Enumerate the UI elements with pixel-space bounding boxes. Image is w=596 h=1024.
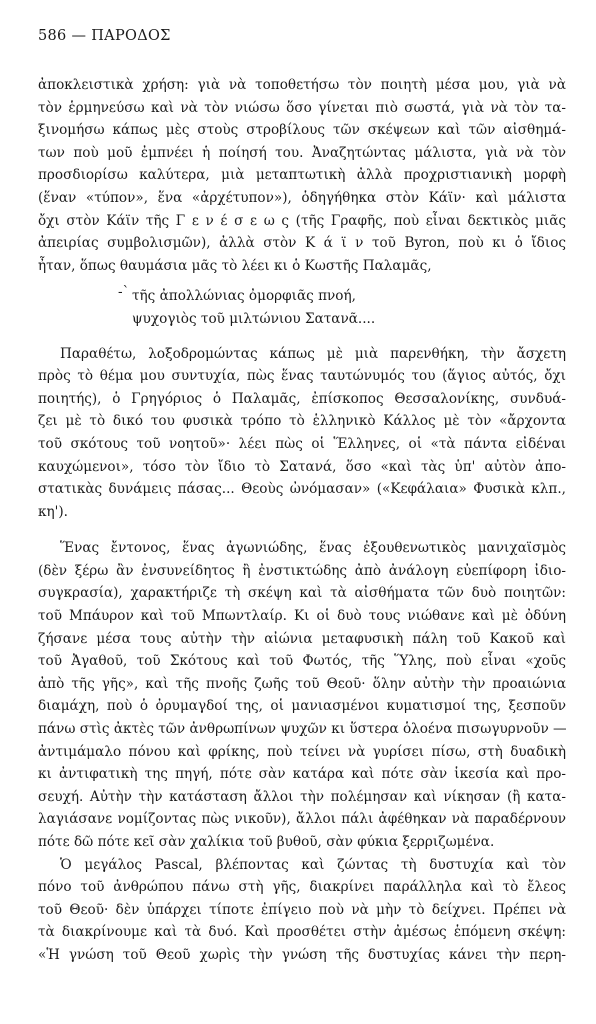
- text-line: ἀπὸ τῆς γῆς», καὶ τῆς πνοῆς ζωῆς τοῦ Θεοῦ· ὅλην αὐτὴν τὴν προαιώνια: [38, 675, 566, 692]
- text-line: στατικὰς δυνάμεις πάσας... Θεοὺς ὠνόμασαν» («Κεφάλαια» Φυσικὰ κλπ.,: [38, 481, 566, 498]
- text-line: ζει μὲ τὸ δικό του φυσικὰ τρόπο τὸ ἑλληνικὸ Κάλλος μὲ τὸν «ἄρχοντα: [38, 413, 566, 430]
- text-line: διαμάχη, ποὺ ὁ ὀρυμαγδοί της, οἱ μανιασμένοι κυματισμοί της, ξεσποῦν: [38, 698, 566, 715]
- verse-quote: [38, 285, 566, 330]
- text-line: Ὁ μεγάλος Pascal, βλέποντας καὶ ζώντας τὴ δυστυχία καὶ τὸν: [60, 856, 566, 873]
- verse-line: ψυχογιὸς τοῦ μιλτώνιου Σατανᾶ....: [132, 310, 376, 327]
- paragraph-gap: [38, 523, 566, 537]
- verse-line: τῆς ἀπολλώνιας ὀμορφιᾶς πνοή,: [132, 288, 356, 305]
- text-line: (ἕναν «τύπον», ἕνα «ἀρχέτυπον»), ὁδηγήθηκα στὸν Κάϊν· καὶ μάλιστα: [38, 189, 566, 206]
- section-title: ΠΑΡΟΔΟΣ: [91, 28, 171, 44]
- text-line: ἀποκλειστικὰ χρήση: γιὰ νὰ τοποθετήσω τὸν ποιητὴ μέσα μου, γιὰ νὰ: [38, 77, 566, 93]
- text-line: πρὸς τὸ θέμα μου συντυχία, πὼς ἕνας ταυτώνυμός του (ἅγιος αὐτός, ὄχι: [38, 368, 566, 385]
- text-line: Ἕνας ἔντονος, ἕνας ἀγωνιώδης, ἕνας ἐξουθενωτικὸς μανιχαϊσμὸς: [60, 540, 566, 557]
- text-line: συγκρασία), χαρακτήριζε τὴ σκέψη καὶ τὰ αἰσθήματα τῶν δυὸ ποιητῶν:: [38, 585, 566, 602]
- text-line: καυχώμενοι», τόσο τὸν ἴδιο τὸ Σατανά, ὅσο «καὶ τὰς ὑπ' αὐτὸν ἀπο-: [38, 458, 566, 475]
- text-line: των ποὺ μοῦ ἐμπνέει ἡ ποίησή του. Ἀναζητώντας μάλιστα, γιὰ νὰ τὸν: [38, 144, 566, 161]
- text-line: σευχή. Αὐτὴν τὴν κατάσταση ἄλλοι τὴν πολέμησαν καὶ νίκησαν (ἢ κατα-: [38, 788, 566, 805]
- text-line: ἀντιμάμαλο πόνου καὶ φρίκης, ποὺ τείνει νὰ γυρίσει πίσω, στὴ δυαδικὴ: [38, 743, 566, 760]
- text-line: τοῦ Θεοῦ· δὲν ὑπάρχει τίποτε ἐπίγειο ποὺ νὰ μὴν τὸ δείχνει. Πρέπει νὰ: [38, 901, 566, 918]
- text-line: τοῦ Ἀγαθοῦ, τοῦ Σκότους καὶ τοῦ Φωτός, τῆς Ὕλης, ποὺ εἶναι «χοῦς: [38, 653, 566, 670]
- text-line: ἦταν, ὅπως θαυμάσια μᾶς τὸ λέει κι ὁ Κωστῆς Παλαμᾶς,: [38, 257, 432, 274]
- book-page: [38, 28, 566, 967]
- text-line: ζήσανε μέσα τους αὐτὴν τὴν αἰώνια μεταφυσικὴ πάλη τοῦ Κακοῦ καὶ: [38, 630, 566, 647]
- text-line: πότε δῶ πότε κεῖ σὰν χαλίκια τοῦ βυθοῦ, σὰν φύκια ξερριζωμένα.: [38, 834, 495, 850]
- page-number: 586: [38, 28, 67, 44]
- verse-dash: -`: [118, 284, 130, 301]
- text-line: ἀπειρίας συμβολισμῶν), ἀλλὰ στὸν Κ ά ϊ ν τοῦ Byron, ποὺ κι ὁ ἴδιος: [38, 235, 566, 252]
- text-line: πάνω στὶς ἀκτὲς τῶν ἀνθρωπίνων ψυχῶν κι ὕστερα ὁλοένα πισωγυρνοῦν —: [38, 721, 567, 738]
- text-line: λαγιάσανε νομίζοντας πὼς νικοῦν), ἄλλοι πάλι ἀφέθηκαν νὰ παραδέρνουν: [38, 811, 566, 828]
- text-line: ποιητής), ὁ Γρηγόριος ὁ Παλαμᾶς, ἐπίσκοπος Θεσσαλονίκης, συνδυά-: [38, 390, 566, 407]
- text-line: τοῦ σκότους τοῦ νοητοῦ»· λέει πὼς οἱ Ἕλληνες, οἱ «τὰ πάντα εἰδέναι: [38, 435, 566, 452]
- header-separator: —: [71, 28, 87, 44]
- paragraph-3: [38, 537, 566, 853]
- running-header: [38, 28, 566, 44]
- text-line: πόνο τοῦ ἀνθρώπου πάνω στὴ γῆς, διακρίνει παράλληλα καὶ τὸ ἔλεος: [38, 879, 566, 896]
- text-line: κι ἀντιφατικὴ της πηγή, πότε σὰν κατάρα καὶ πότε σὰν ἱκεσία καὶ προ-: [38, 766, 566, 783]
- text-line: τὰ διακρίνουμε καὶ τὰ δυό. Καὶ προσθέτει στὴν ἀμέσως ἑπόμενη σκέψη:: [38, 924, 566, 941]
- paragraph-1: [38, 74, 566, 277]
- paragraph-4: [38, 854, 566, 967]
- text-line: ξινομήσω κάπως μὲς στοὺς στροβίλους τῶν σκέψεων καὶ τῶν αἰσθημά-: [38, 122, 566, 139]
- text-line: Παραθέτω, λοξοδρομώντας κάπως μὲ μιὰ παρενθήκη, τὴν ἄσχετη: [60, 345, 566, 362]
- paragraph-2: [38, 343, 566, 524]
- text-line: προσδιορίσω καλύτερα, μιὰ μεταπτωτικὴ ἀλλὰ προχριστιανικὴ μορφὴ: [38, 167, 566, 184]
- text-line: ὄχι στὸν Κάϊν τῆς Γ ε ν έ σ ε ω ς (τῆς Γραφῆς, ποὺ εἶναι δεκτικὸς μιᾶς: [38, 212, 566, 229]
- text-line: τὸν ἑρμηνεύσω καὶ νὰ τὸν νιώσω ὅσο γίνεται πιὸ σωστά, γιὰ νὰ τὸν τα-: [38, 99, 566, 116]
- text-line: (δὲν ξέρω ἂν ἐνσυνείδητος ἢ ἐνστικτώδης ἀπὸ ἀνάλογη εὐεπίφορη ἰδιο-: [38, 562, 566, 579]
- text-line: κη').: [38, 503, 69, 520]
- text-line: τοῦ Μπάυρον καὶ τοῦ Μπωντλαίρ. Κι οἱ δυὸ τους νιώθανε καὶ μὲ ὀδύνη: [38, 608, 566, 625]
- text-line: «Ἡ γνώση τοῦ Θεοῦ χωρὶς τὴν γνώση τῆς δυστυχίας κάνει τὴν περη-: [38, 946, 566, 963]
